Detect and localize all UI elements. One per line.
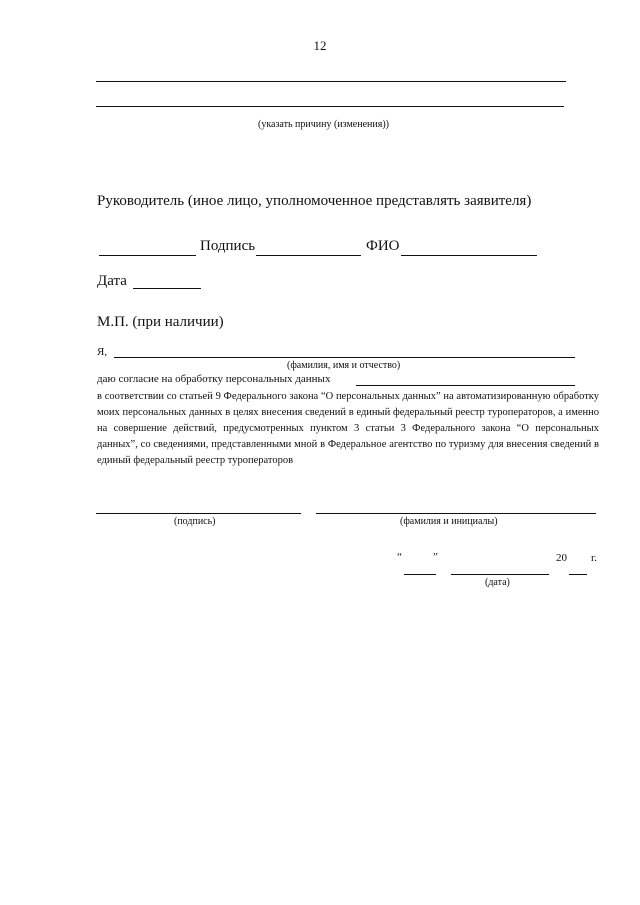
date-caption: (дата): [485, 577, 510, 588]
fullname-caption: (фамилия, имя и отчество): [287, 360, 401, 371]
date-blank[interactable]: [133, 288, 201, 289]
reason-line-1[interactable]: [96, 81, 566, 82]
page-number: 12: [313, 38, 327, 53]
seal-label: М.П. (при наличии): [97, 314, 224, 330]
sign-blank[interactable]: [96, 513, 301, 514]
reason-line-2[interactable]: [96, 106, 564, 107]
consent-body: в соответствии со статьей 9 Федерального закона “О персональных данных” на автоматизированную обработку моих персональных данных в целях внесения сведений в единый федеральный реестр туроператоров, а именно на совершение действий, предусмотренных пунктом 3 статьи 3 Федерального закона “О персональных данных”, со сведениями, представленными мной в Федеральное агентство по туризму для внесения сведений в единый федеральный реестр туроператоров: [97, 391, 599, 466]
ya-label: Я,: [97, 346, 108, 358]
agree-blank[interactable]: [356, 385, 575, 386]
year-suffix: г.: [591, 552, 598, 564]
day-blank[interactable]: [404, 574, 436, 575]
year-prefix: 20: [556, 552, 567, 564]
sign-caption: (подпись): [174, 516, 216, 527]
head-label: Руководитель (иное лицо, уполномоченное представлять заявителя): [97, 193, 532, 209]
signature-blank[interactable]: [256, 255, 361, 256]
initials-blank[interactable]: [316, 513, 596, 514]
month-blank[interactable]: [451, 574, 549, 575]
quote-close: ”: [433, 551, 438, 563]
fio-blank[interactable]: [401, 255, 537, 256]
reason-caption: (указать причину (изменения)): [258, 119, 389, 130]
signature-label: Подпись: [200, 238, 256, 254]
initials-caption: (фамилия и инициалы): [400, 516, 498, 527]
year-blank[interactable]: [569, 574, 587, 575]
position-blank[interactable]: [99, 255, 196, 256]
date-label: Дата: [97, 273, 127, 289]
quote-open: “: [397, 551, 402, 563]
fullname-blank[interactable]: [114, 357, 575, 358]
fio-label: ФИО: [366, 238, 400, 254]
agree-text: даю согласие на обработку персональных данных: [97, 373, 331, 385]
